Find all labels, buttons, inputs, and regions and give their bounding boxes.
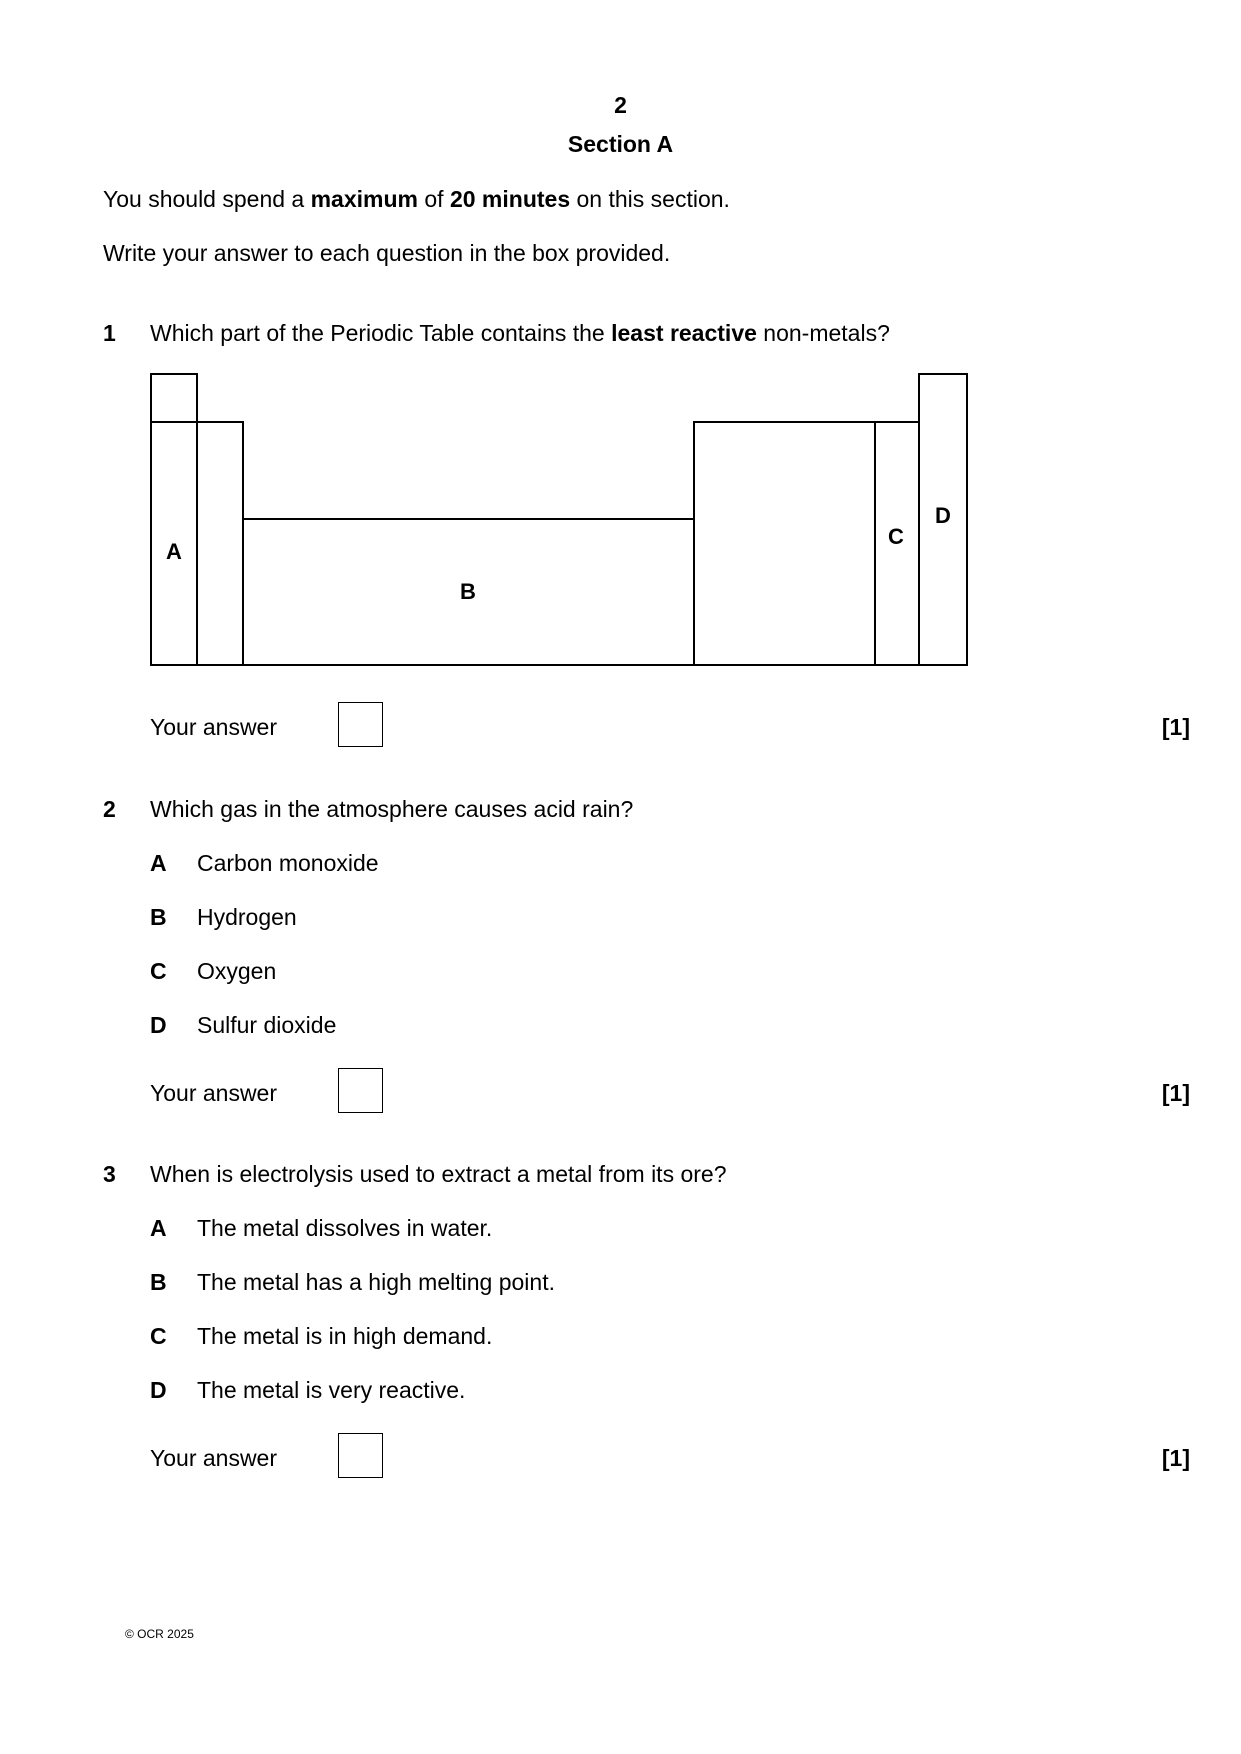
copyright-footer: © OCR 2025 bbox=[125, 1627, 194, 1641]
question-1-answer-label: Your answer bbox=[150, 714, 278, 740]
time-instruction-bold-2: 20 minutes bbox=[449, 186, 571, 212]
question-3-option-d-text: The metal is very reactive. bbox=[197, 1377, 466, 1403]
question-3-option-c-text: The metal is in high demand. bbox=[197, 1323, 493, 1349]
section-title: Section A bbox=[567, 131, 674, 157]
question-2-option-b-text: Hydrogen bbox=[197, 904, 297, 930]
time-instruction-text-3: on this section. bbox=[570, 186, 730, 212]
page-number: 2 bbox=[614, 92, 627, 118]
question-2-marks: [1] bbox=[1161, 1080, 1190, 1106]
question-3-option-c-letter: C bbox=[150, 1323, 167, 1349]
question-2-number: 2 bbox=[103, 796, 116, 822]
pt-label-d: D bbox=[935, 503, 951, 528]
time-instruction-text-1: You should spend a bbox=[103, 186, 311, 212]
pt-label-b: B bbox=[460, 579, 476, 604]
question-2-option-b-letter: B bbox=[150, 904, 167, 930]
time-instruction-bold-1: maximum bbox=[310, 186, 418, 212]
question-1-stem-text-1: Which part of the Periodic Table contains the bbox=[150, 320, 612, 346]
question-3-option-b-text: The metal has a high melting point. bbox=[197, 1269, 555, 1295]
pt-group-2 bbox=[197, 422, 243, 665]
question-1-stem-text-2: non-metals? bbox=[756, 320, 890, 346]
question-3-option-a-text: The metal dissolves in water. bbox=[197, 1215, 493, 1241]
question-3-option-a-letter: A bbox=[150, 1215, 167, 1241]
pt-groups-3-6 bbox=[694, 422, 875, 665]
question-2-stem: Which gas in the atmosphere causes acid rain? bbox=[150, 796, 634, 822]
question-2-option-c-text: Oxygen bbox=[197, 958, 277, 984]
question-2-answer-label: Your answer bbox=[150, 1080, 278, 1106]
question-3-number: 3 bbox=[103, 1161, 116, 1187]
question-1-answer-box[interactable] bbox=[338, 702, 383, 747]
pt-label-a: A bbox=[166, 539, 182, 564]
write-instruction: Write your answer to each question in the box provided. bbox=[103, 240, 671, 266]
question-2-option-d-text: Sulfur dioxide bbox=[197, 1012, 337, 1038]
question-2-option-a-text: Carbon monoxide bbox=[197, 850, 379, 876]
question-3-answer-box[interactable] bbox=[338, 1433, 383, 1478]
question-3-answer-label: Your answer bbox=[150, 1445, 278, 1471]
pt-group-1-top-cell bbox=[151, 374, 197, 422]
question-2-option-c-letter: C bbox=[150, 958, 167, 984]
pt-label-c: C bbox=[888, 524, 904, 549]
question-1-number: 1 bbox=[103, 320, 116, 346]
question-3-option-b-letter: B bbox=[150, 1269, 167, 1295]
question-2-answer-box[interactable] bbox=[338, 1068, 383, 1113]
question-3-stem: When is electrolysis used to extract a metal from its ore? bbox=[150, 1161, 727, 1187]
periodic-table-diagram bbox=[0, 0, 1241, 700]
question-3-marks: [1] bbox=[1161, 1445, 1190, 1471]
question-2-option-a-letter: A bbox=[150, 850, 167, 876]
question-1-stem-bold: least reactive bbox=[611, 320, 757, 346]
question-2-option-d-letter: D bbox=[150, 1012, 167, 1038]
time-instruction-text-2: of bbox=[417, 186, 450, 212]
question-3-option-d-letter: D bbox=[150, 1377, 167, 1403]
question-1-marks: [1] bbox=[1161, 714, 1190, 740]
